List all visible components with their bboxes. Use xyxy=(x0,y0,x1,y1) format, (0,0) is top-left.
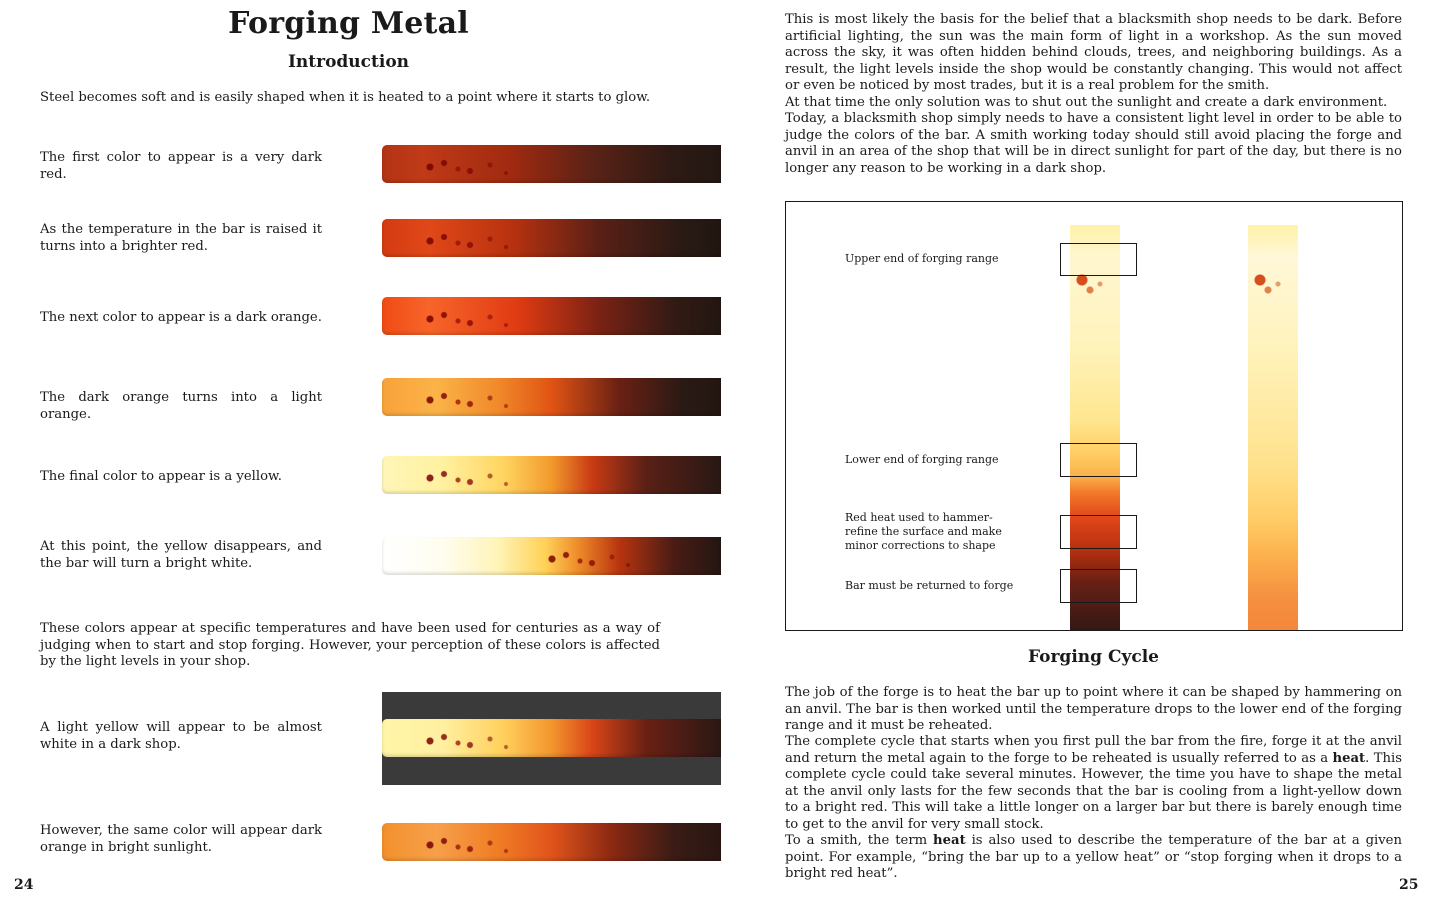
heat-cycle-paragraph xyxy=(785,734,1402,834)
bar-photo-dark-orange xyxy=(382,296,721,336)
heat-def-text-b: is also used to describe the temperature of the bar at a given point. For example, “bring the bar up to a yellow heat” or “stop forging when it drops to a bright red heat”. xyxy=(785,833,1402,882)
consistent-light-paragraph: Today, a blacksmith shop simply needs to have a consistent light level in order to be able to judge the colors of the bar. A smith working today should still avoid placing the forge and anvil in an area of the shop that will be in direct sunlight for part of the day, but there is no longer any reason to be working in a dark shop. xyxy=(785,111,1402,176)
bar-photo-light-orange xyxy=(382,377,721,417)
heat-definition-paragraph xyxy=(785,833,1402,883)
forging-range-figure xyxy=(785,201,1403,631)
label-red-heat: Red heat used to hammer-refine the surface and make minor corrections to shape xyxy=(845,511,1002,552)
right-page xyxy=(722,0,1445,900)
blacksmith-shop-paragraph xyxy=(785,12,1402,112)
heat-cycle-text-b: . This complete cycle could take several minutes. However, the time you have to shape the metal at the anvil only lasts for the few seconds that the bar is cooling from a light-yellow down to a bright red. This will take a little longer on a larger bar but there is barely enough time to get to the anvil for very small stock. xyxy=(785,750,1402,832)
page-title: Forging Metal xyxy=(228,6,469,41)
dark-shop-label: A light yellow will appear to be almost white in a dark shop. xyxy=(40,720,322,752)
label-return-to-forge: Bar must be returned to forge xyxy=(845,579,1014,592)
marker-box-upper xyxy=(1060,243,1137,276)
para1-text: This is most likely the basis for the belief that a blacksmith shop needs to be dark. Before artificial lighting, the sun was the main form of light in a workshop. As the sun moved across the sky, it was often hidden behind clouds, trees, and neighboring buildings. As a result, the light levels inside the shop would be constantly changing. This would not affect or even be noticed by most trades, but it is a real problem for the smith. xyxy=(785,12,1402,94)
forge-job-paragraph: The job of the forge is to heat the bar up to point where it can be shaped by hammering on an anvil. The bar is then worked until the temperature drops to the lower end of the forging range and it must be reheated. xyxy=(785,685,1402,734)
page-number-left: 24 xyxy=(14,877,34,893)
color-step-label: The first color to appear is a very dark red. xyxy=(40,150,322,182)
section-heading-forging-cycle: Forging Cycle xyxy=(1028,647,1159,667)
label-lower-forging-range: Lower end of forging range xyxy=(845,453,999,466)
bar-photo-brighter-red xyxy=(382,218,721,258)
section-heading-introduction: Introduction xyxy=(287,52,410,72)
page-number-right: 25 xyxy=(1399,877,1419,893)
bar-photo-bright-white xyxy=(382,536,721,576)
heat-term: heat xyxy=(933,833,966,848)
color-step-label: The next color to appear is a dark orange. xyxy=(40,310,322,325)
color-step-label: As the temperature in the bar is raised it turns into a brighter red. xyxy=(40,222,322,254)
marker-box-red-heat xyxy=(1060,515,1137,549)
heated-bar-photo-right xyxy=(1248,225,1298,630)
sunlight-label: However, the same color will appear dark orange in bright sunlight. xyxy=(40,823,322,855)
color-step-label: At this point, the yellow disappears, and the bar will turn a bright white. xyxy=(40,539,322,571)
bar-photo-yellow xyxy=(382,455,721,495)
para1b-text: At that time the only solution was to shut out the sunlight and create a dark environment. xyxy=(785,94,1388,110)
marker-box-return xyxy=(1060,569,1137,603)
intro-paragraph: Steel becomes soft and is easily shaped when it is heated to a point where it starts to glow. xyxy=(40,90,651,105)
color-step-label: The dark orange turns into a light orange. xyxy=(40,390,322,422)
color-step-label: The final color to appear is a yellow. xyxy=(40,469,282,484)
perception-paragraph: These colors appear at specific temperatures and have been used for centuries as a way of judging when to start and stop forging. However, your perception of these colors is affected by the light levels in your shop. xyxy=(40,621,660,670)
heat-term: heat xyxy=(1332,750,1366,766)
heat-def-text-a: To a smith, the term xyxy=(785,833,934,848)
heat-cycle-text-a: The complete cycle that starts when you first pull the bar from the fire, forge it at the anvil and return the metal again to the forge to be reheated is usually referred to as a xyxy=(785,734,1402,766)
bar-photo-very-dark-red xyxy=(382,144,721,184)
bar-photo-dark-shop xyxy=(382,718,721,758)
label-upper-forging-range: Upper end of forging range xyxy=(845,252,999,265)
marker-box-lower xyxy=(1060,443,1137,477)
bar-photo-sunlight xyxy=(382,822,721,862)
left-page xyxy=(0,0,722,900)
